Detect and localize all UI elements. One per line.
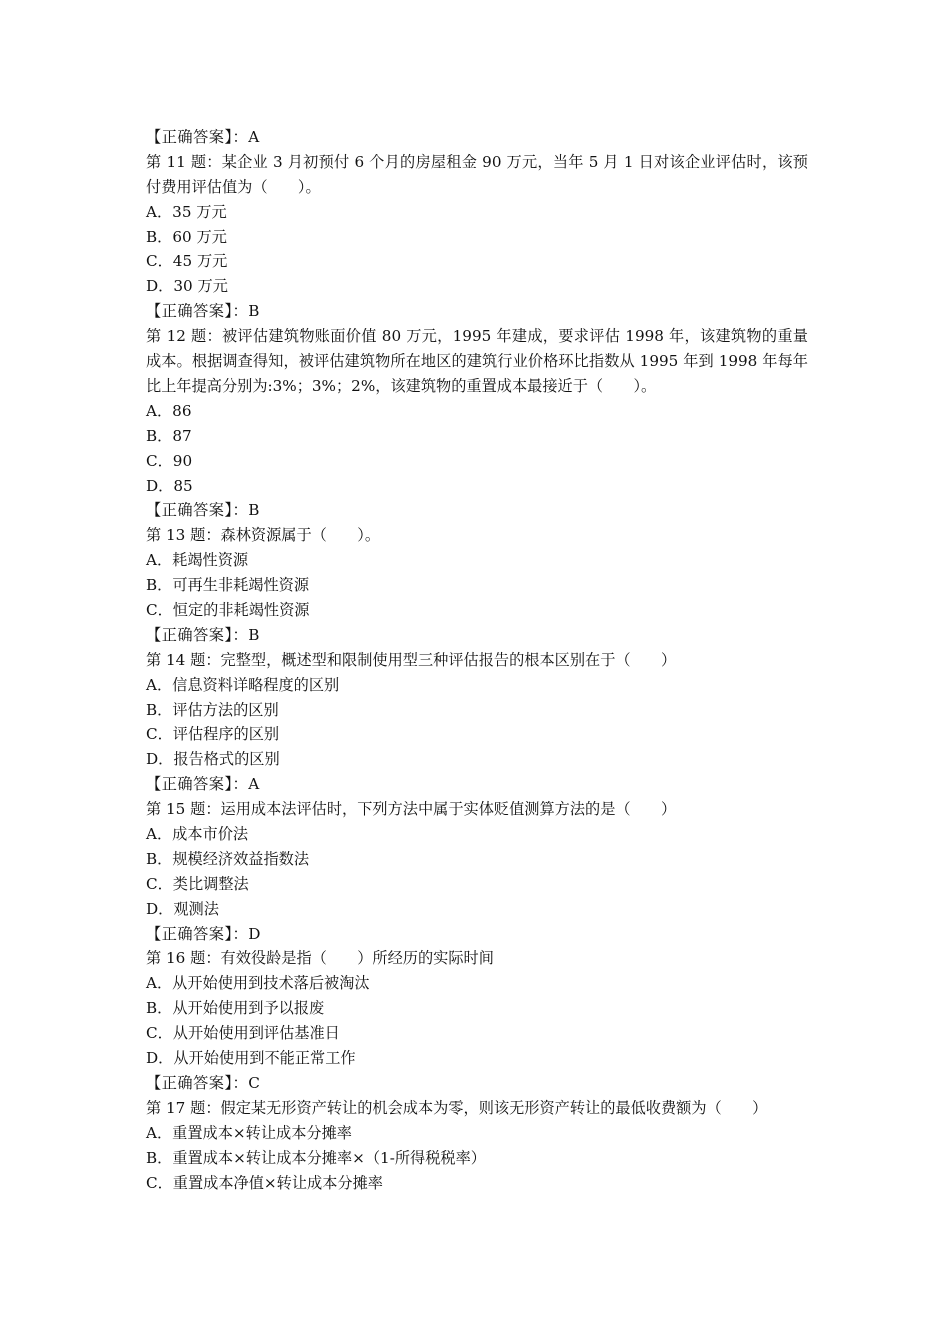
- option-c: C．重置成本净值×转让成本分摊率: [146, 1173, 383, 1192]
- option-b: B．87: [146, 426, 192, 445]
- answer-line: 【正确答案】：B: [146, 302, 260, 321]
- option-d: D．报告格式的区别: [146, 750, 280, 769]
- option-b: B．从开始使用到予以报废: [146, 999, 325, 1018]
- answer-line: 【正确答案】：A: [146, 775, 260, 794]
- document-body: [146, 125, 808, 1195]
- option-d: D．85: [146, 476, 193, 495]
- option-a: A．重置成本×转让成本分摊率: [146, 1123, 352, 1142]
- option-b: B．可再生非耗竭性资源: [146, 576, 310, 595]
- option-c: C．评估程序的区别: [146, 725, 280, 744]
- option-a: A．信息资料详略程度的区别: [146, 675, 340, 694]
- answer-line: 【正确答案】：C: [146, 1073, 261, 1092]
- option-a: A．成本市价法: [146, 825, 249, 844]
- option-a: A．35 万元: [146, 202, 227, 221]
- answer-line: 【正确答案】：B: [146, 625, 260, 644]
- question-17-text: 第 17 题：假定某无形资产转让的机会成本为零，则该无形资产转让的最低收费额为（ ）: [146, 1098, 768, 1117]
- option-d: D．观测法: [146, 899, 219, 918]
- option-a: A．耗竭性资源: [146, 551, 249, 570]
- answer-line: 【正确答案】：A: [146, 128, 260, 146]
- question-12-text: 第 12 题：被评估建筑物账面价值 80 万元，1995 年建成，要求评估 1998 年，该建筑物的重量成本。根据调查得知，被评估建筑物所在地区的建筑行业价格环比指数从 1995 年到 1998 年每年比上年提高分别为:3%；3%；2%，该建筑物的重置成本最接近于（ ）。: [146, 327, 808, 395]
- answer-line: 【正确答案】：D: [146, 924, 261, 943]
- option-a: A．从开始使用到技术落后被淘汰: [146, 974, 370, 993]
- question-11-text: 第 11 题：某企业 3 月初预付 6 个月的房屋租金 90 万元，当年 5 月 1 日对该企业评估时，该预付费用评估值为（ ）。: [146, 152, 808, 196]
- option-a: A．86: [146, 401, 192, 420]
- option-c: C．45 万元: [146, 252, 228, 271]
- question-13-text: 第 13 题：森林资源属于（ ）。: [146, 526, 381, 545]
- option-b: B．重置成本×转让成本分摊率×（1-所得税税率）: [146, 1148, 486, 1167]
- option-c: C．从开始使用到评估基准日: [146, 1024, 340, 1043]
- question-14-text: 第 14 题：完整型，概述型和限制使用型三种评估报告的根本区别在于（ ）: [146, 650, 677, 669]
- option-c: C．恒定的非耗竭性资源: [146, 601, 310, 619]
- question-16-text: 第 16 题：有效役龄是指（ ）所经历的实际时间: [146, 949, 494, 968]
- answer-line: 【正确答案】：B: [146, 501, 260, 520]
- option-b: B．60 万元: [146, 227, 227, 246]
- option-b: B．规模经济效益指数法: [146, 849, 310, 868]
- option-d: D．30 万元: [146, 277, 228, 296]
- option-d: D．从开始使用到不能正常工作: [146, 1049, 356, 1068]
- option-b: B．评估方法的区别: [146, 700, 279, 719]
- question-15-text: 第 15 题：运用成本法评估时，下列方法中属于实体贬值测算方法的是（ ）: [146, 800, 677, 819]
- option-c: C．类比调整法: [146, 874, 249, 893]
- option-c: C．90: [146, 451, 193, 470]
